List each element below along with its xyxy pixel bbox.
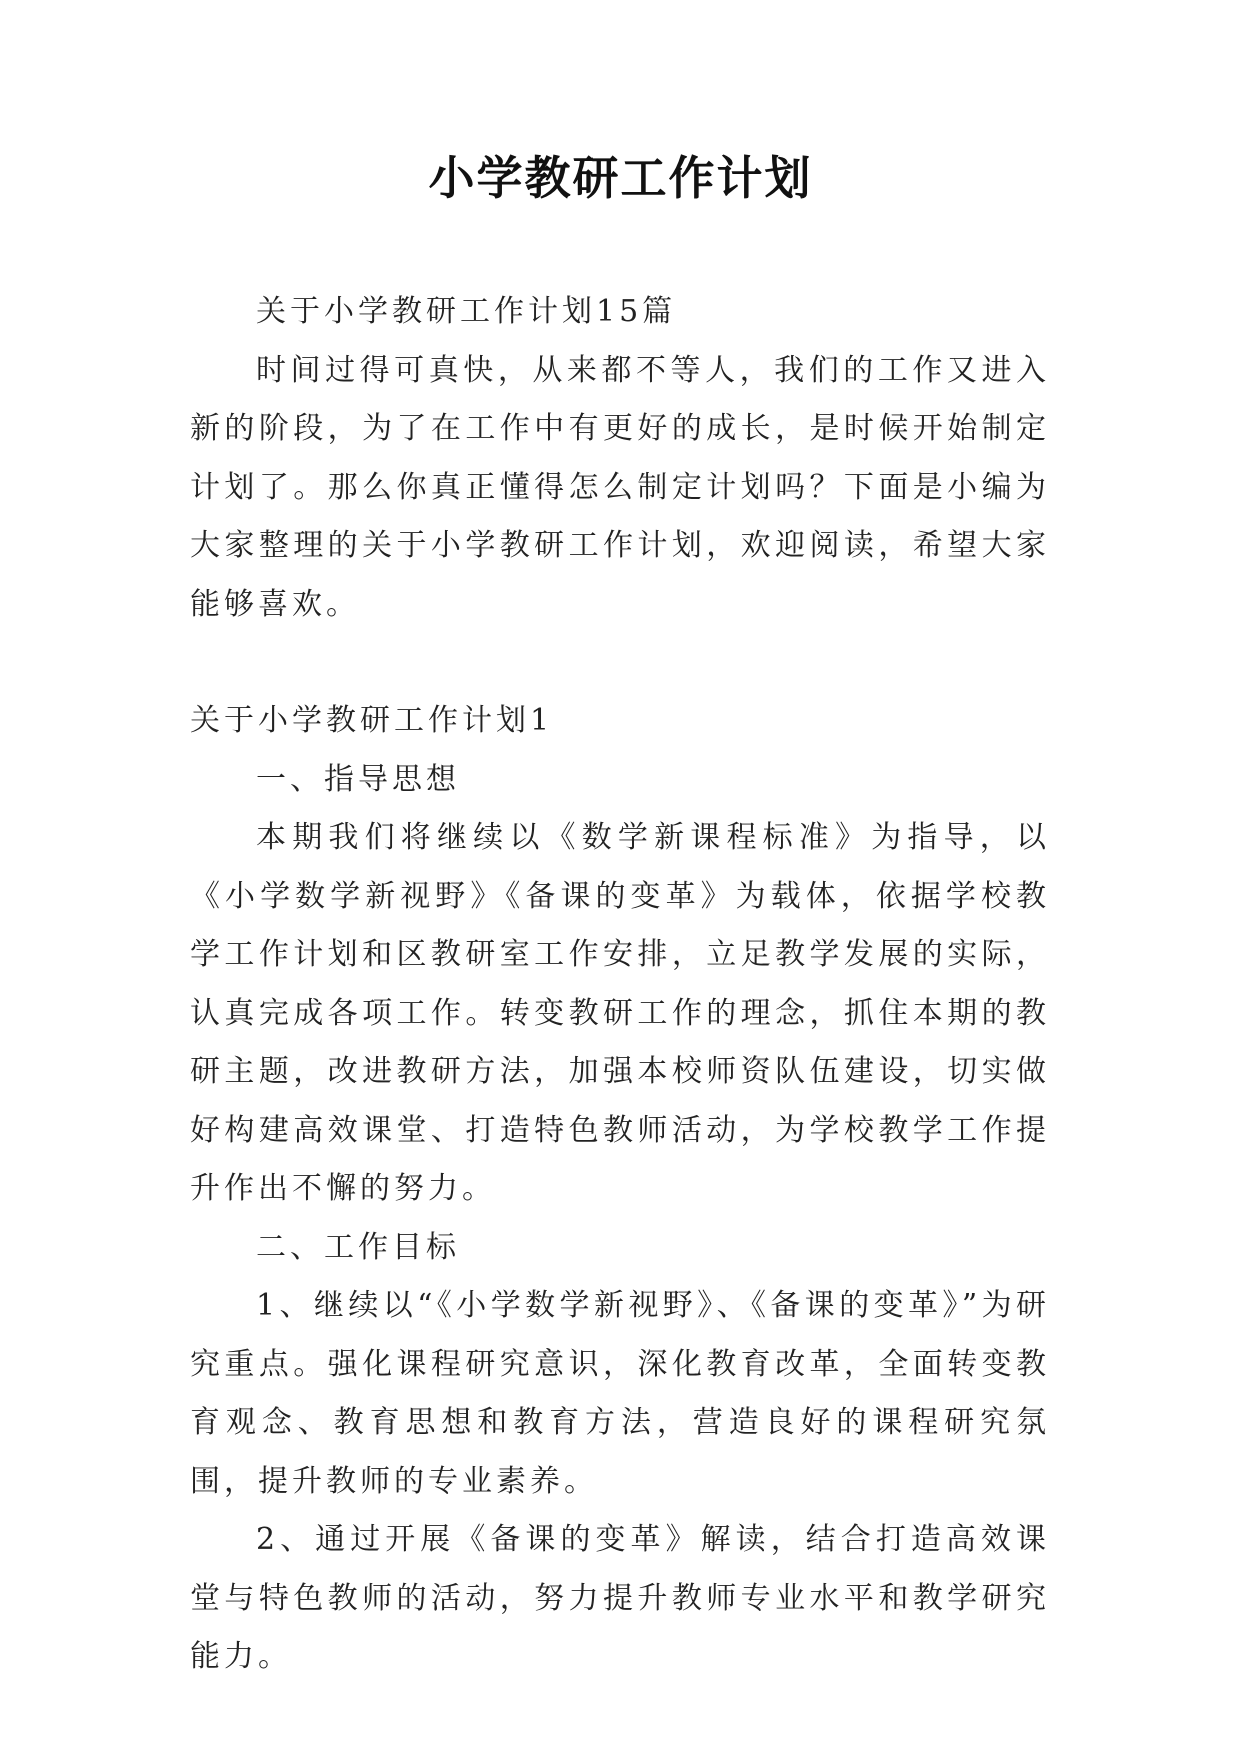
paragraph-goal-1: 1、继续以“《小学数学新视野》、《备课的变革》”为研究重点。强化课程研究意识，深化教育改革，全面转变教育观念、教育思想和教育方法，营造良好的课程研究氛围，提升教师的专业素养。 (190, 1288, 1050, 1499)
paragraph-goal-2: 2、通过开展《备课的变革》解读，结合打造高效课堂与特色教师的活动，努力提升教师专业水平和教学研究能力。 (190, 1522, 1050, 1674)
section-heading-work-goals: 二、工作目标 (256, 1229, 460, 1265)
paragraph-subtitle: 关于小学教研工作计划15篇 (256, 294, 677, 329)
section-heading-guiding-ideology: 一、指导思想 (256, 761, 460, 797)
document-body (190, 283, 1050, 1687)
document-title: 小学教研工作计划 (428, 151, 813, 205)
paragraph-intro: 时间过得可真快，从来都不等人，我们的工作又进入新的阶段，为了在工作中有更好的成长，是时候开始制定计划了。那么你真正懂得怎么制定计划吗？下面是小编为大家整理的关于小学教研工作计划，欢迎阅读，希望大家能够喜欢。 (190, 352, 1050, 622)
paragraph-guiding-ideology: 本期我们将继续以《数学新课程标准》为指导，以《小学数学新视野》《备课的变革》为载体，依据学校教学工作计划和区教研室工作安排，立足教学发展的实际，认真完成各项工作。转变教研工作的理念，抓住本期的教研主题，改进教研方法，加强本校师资队伍建设，切实做好构建高效课堂、打造特色教师活动，为学校教学工作提升作出不懈的努力。 (190, 820, 1050, 1206)
section-heading-plan-1: 关于小学教研工作计划1 (190, 703, 554, 738)
paragraph-spacer (190, 634, 1050, 692)
